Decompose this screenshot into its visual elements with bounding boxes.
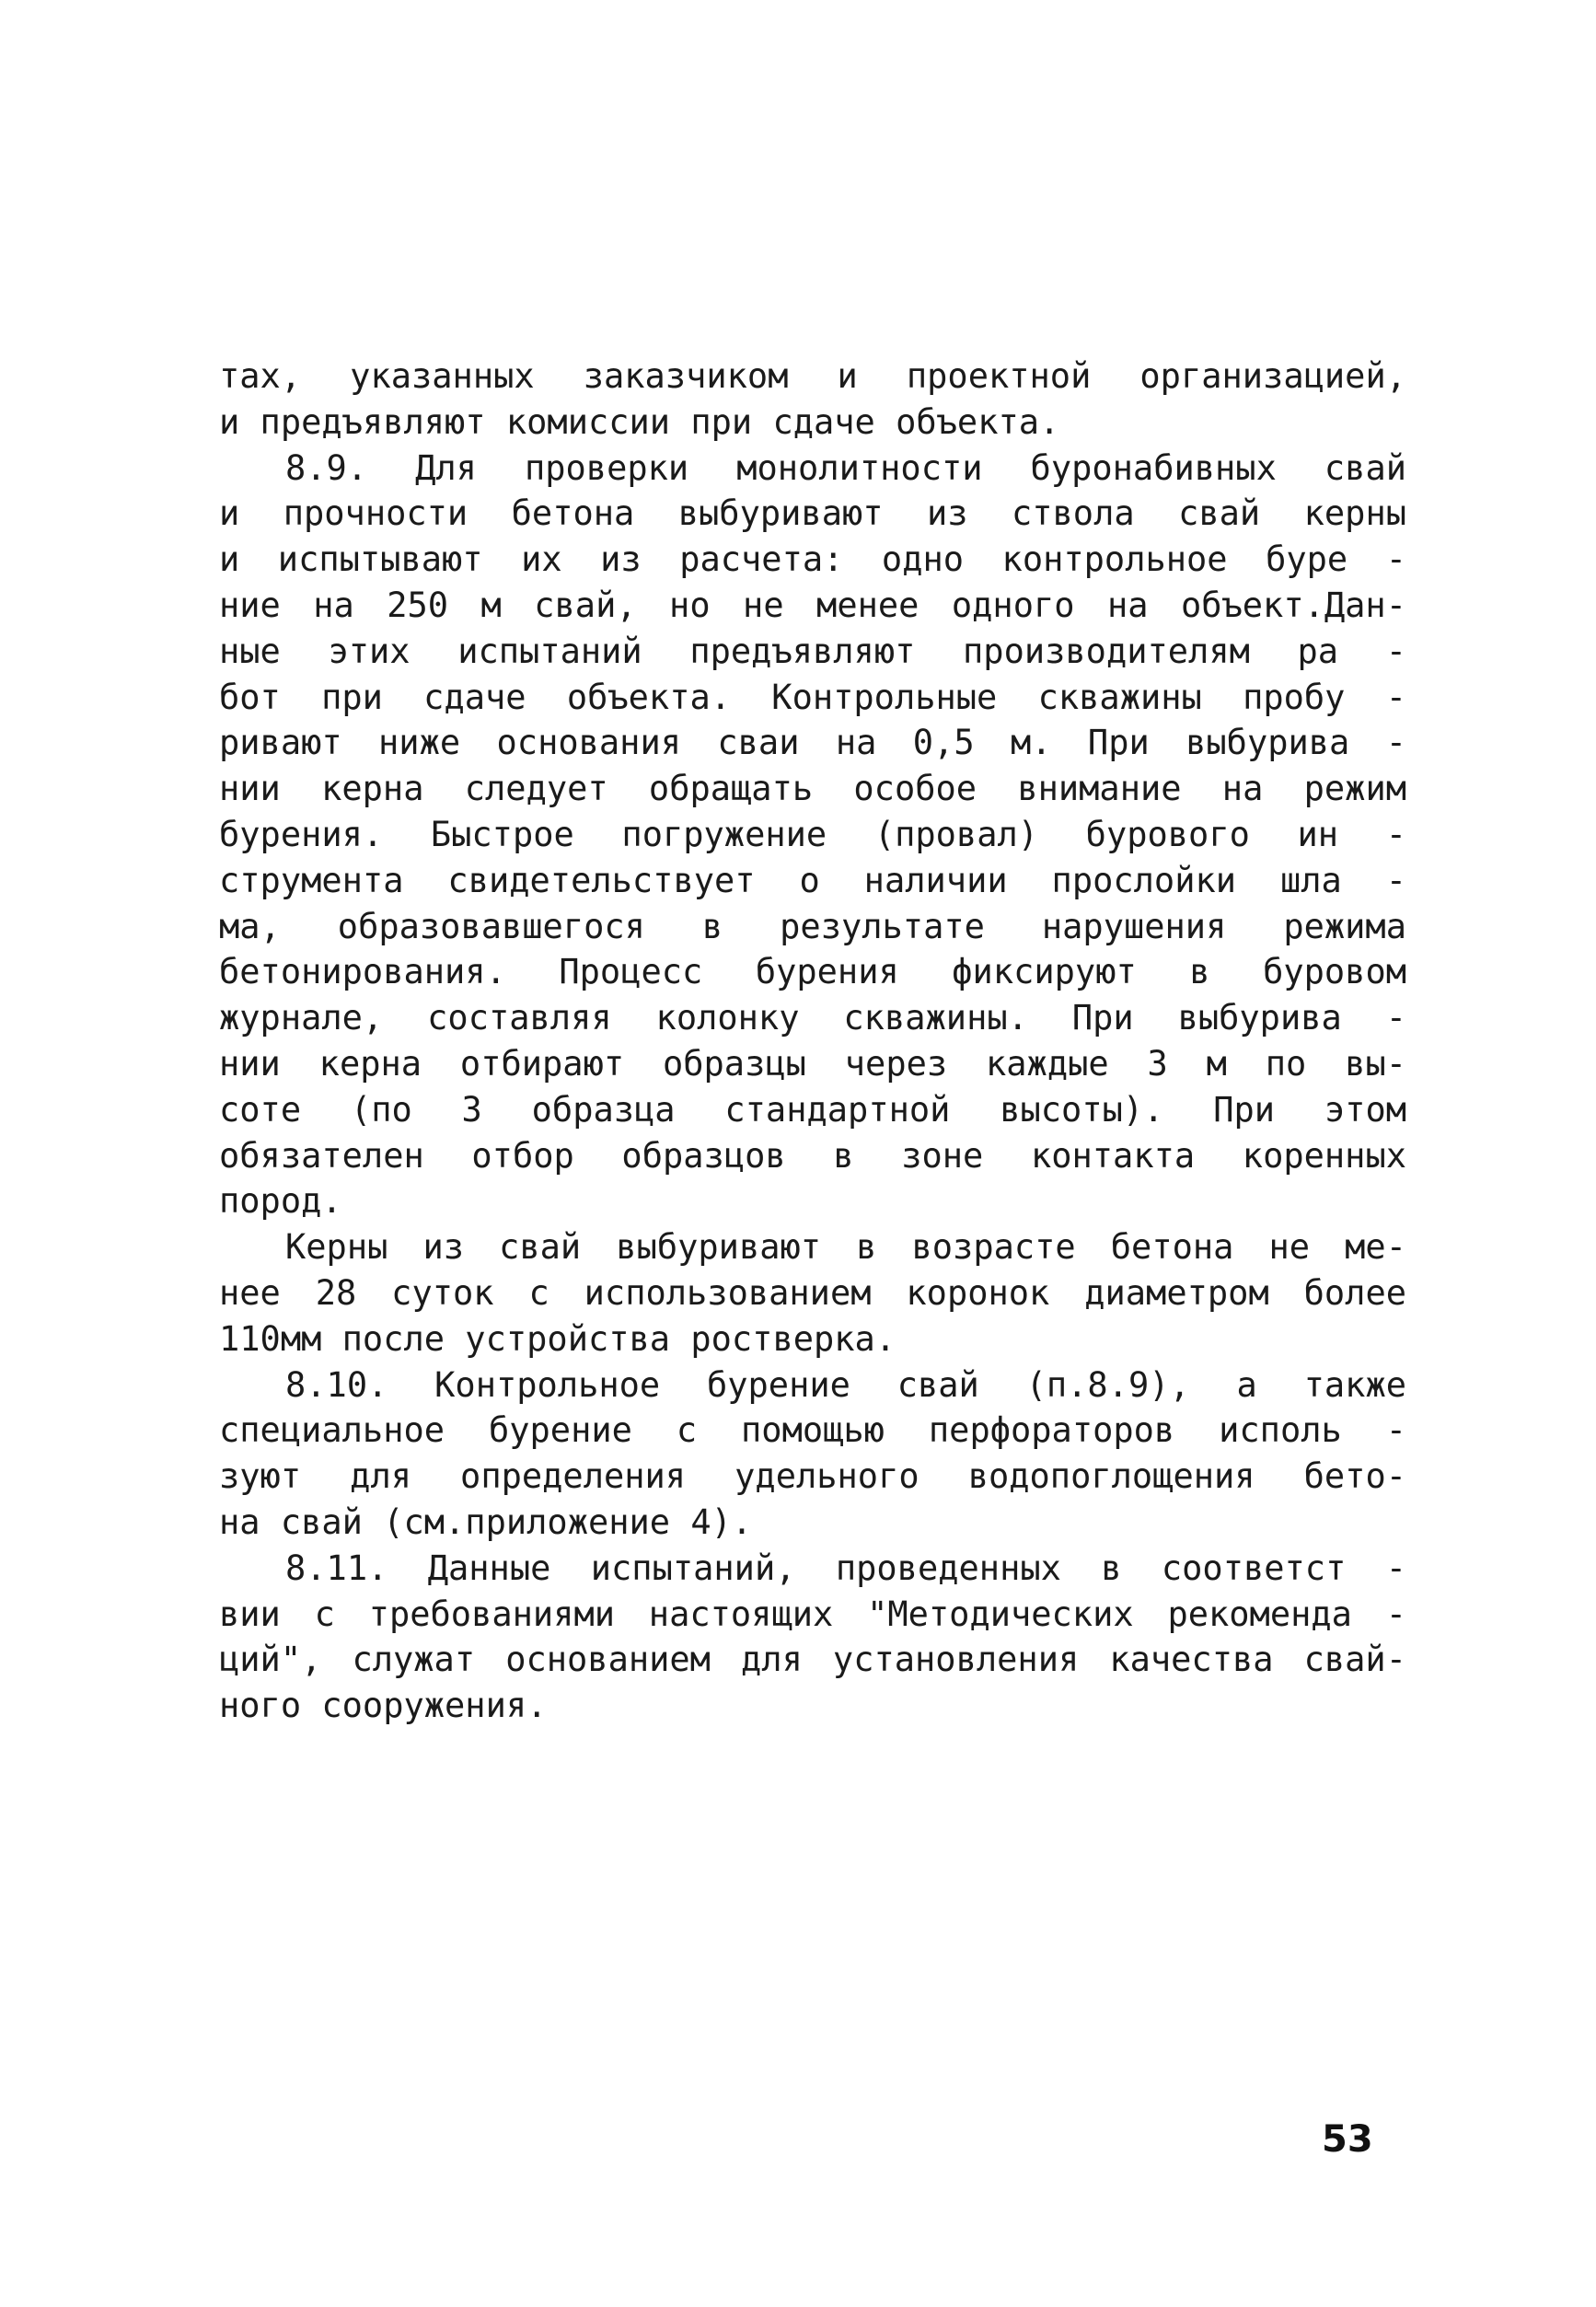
text-line: на свай (см.приложение 4). [219,1501,753,1542]
text-line: 8.9. Для проверки монолитности буронабивных свай [285,447,1406,488]
body-text [219,354,1406,1729]
text-line: вии с требованиями настоящих "Методических рекоменда - [219,1594,1406,1634]
text-line: 8.11. Данные испытаний, проведенных в соответст - [285,1548,1406,1588]
text-line: ние на 250 м свай, но не менее одного на объект.Дан- [219,585,1406,625]
text-line: 110мм после устройства ростверка. [219,1318,896,1359]
text-line: ного сооружения. [219,1686,548,1726]
text-line: струмента свидетельствует о наличии прослойки шла - [219,860,1406,900]
text-line: нее 28 суток с использованием коронок диаметром более [219,1272,1406,1313]
page-number: 53 [1322,2118,1373,2161]
text-line: пород. [219,1181,342,1222]
text-line: Керны из свай выбуривают в возрасте бетона не ме- [285,1227,1406,1268]
text-line: бурения. Быстрое погружение (провал) бурового ин - [219,814,1406,854]
text-line: зуют для определения удельного водопоглощения бето- [219,1456,1406,1497]
text-line: нии керна отбирают образцы через каждые 3 м по вы- [219,1043,1406,1084]
text-line: ма, образовавшегося в результате нарушения режима [219,906,1406,946]
text-line: специальное бурение с помощью перфораторов исполь - [219,1410,1406,1451]
text-line: тах, указанных заказчиком и проектной организацией, [219,356,1406,396]
text-line: обязателен отбор образцов в зоне контакта коренных [219,1135,1406,1176]
text-line: 8.10. Контрольное бурение свай (п.8.9), а также [285,1364,1406,1405]
text-line: нии керна следует обращать особое внимание на режим [219,769,1406,809]
text-line: бот при сдаче объекта. Контрольные скважины пробу - [219,677,1406,717]
text-line: журнале, составляя колонку скважины. При выбурива - [219,998,1406,1038]
text-line: соте (по 3 образца стандартной высоты). При этом [219,1089,1406,1130]
text-line: ций", служат основанием для установления качества свай- [219,1640,1406,1680]
text-line: и прочности бетона выбуривают из ствола свай керны [219,493,1406,534]
text-line: и испытывают их из расчета: одно контрольное буре - [219,539,1406,580]
text-line: ные этих испытаний предъявляют производителям ра - [219,631,1406,671]
text-line: и предъявляют комиссии при сдаче объекта. [219,401,1060,442]
text-line: ривают ниже основания сваи на 0,5 м. При выбурива - [219,723,1406,763]
text-line: бетонирования. Процесс бурения фиксируют в буровом [219,952,1406,992]
